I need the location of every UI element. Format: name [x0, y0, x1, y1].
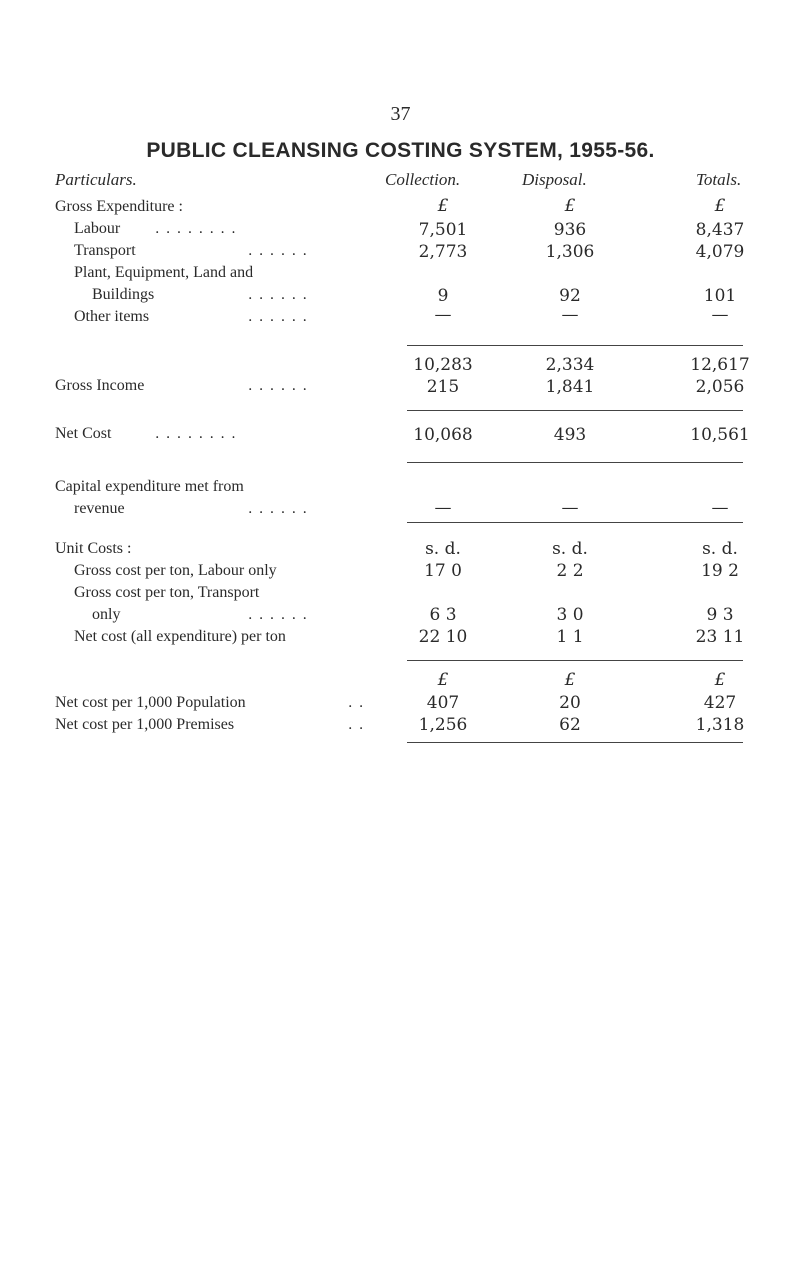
pop-totals: 427: [703, 693, 737, 713]
labour-totals: 8,437: [695, 220, 745, 240]
row-label-per-population: Net cost per 1,000 Population: [55, 694, 246, 711]
gct-disposal: 3 0: [556, 605, 584, 625]
gcl-totals: 19 2: [701, 561, 739, 581]
capital-rule: [407, 462, 743, 463]
subtotal-rule: [407, 345, 743, 346]
gross-income-disposal: 1,841: [545, 377, 595, 397]
row-label-labour: Labour: [74, 220, 121, 237]
net-cost-disposal: 493: [553, 425, 587, 445]
currency-collection: £: [437, 196, 449, 216]
row-label-net-cost-per-ton: Net cost (all expenditure) per ton: [74, 628, 286, 645]
gross-income-collection: 215: [426, 377, 460, 397]
net-cost-rule: [407, 410, 743, 411]
row-label-gross-cost-transport-line2: only: [92, 606, 121, 623]
other-totals: —: [711, 305, 729, 325]
plant-totals: 101: [703, 286, 737, 306]
subtotal-totals: 12,617: [690, 355, 750, 375]
capital-disposal: —: [561, 498, 579, 518]
sd-collection: s. d.: [425, 539, 461, 559]
row-label-per-premises: Net cost per 1,000 Premises: [55, 716, 235, 733]
row-label-plant-line1: Plant, Equipment, Land and: [74, 264, 254, 281]
ncpt-disposal: 1 1: [556, 627, 584, 647]
leader-dots: . . . . . .: [248, 607, 308, 623]
currency-disposal: £: [564, 196, 576, 216]
leader-dots: . . . . . .: [248, 378, 308, 394]
unit-costs-label: Unit Costs :: [55, 540, 132, 557]
subtotal-collection: 10,283: [413, 355, 473, 375]
currency-totals-2: £: [714, 670, 726, 690]
other-disposal: —: [561, 305, 579, 325]
per-thousand-rule: [407, 660, 743, 661]
gct-totals: 9 3: [706, 605, 734, 625]
pop-collection: 407: [426, 693, 460, 713]
transport-disposal: 1,306: [545, 242, 595, 262]
bottom-rule: [407, 742, 743, 743]
leader-dots: . . . . . .: [248, 309, 308, 325]
pop-disposal: 20: [559, 693, 581, 713]
net-cost-totals: 10,561: [690, 425, 750, 445]
page-number: 37: [390, 103, 411, 125]
row-label-gross-cost-transport-line1: Gross cost per ton, Transport: [74, 584, 260, 601]
row-label-capital-line2: revenue: [74, 500, 125, 517]
ncpt-totals: 23 11: [695, 627, 745, 647]
leader-dots: . . . . . .: [248, 243, 308, 259]
prem-totals: 1,318: [695, 715, 745, 735]
row-label-transport: Transport: [74, 242, 136, 259]
capital-collection: —: [434, 498, 452, 518]
plant-disposal: 92: [559, 286, 581, 306]
ncpt-collection: 22 10: [418, 627, 468, 647]
gross-expenditure-label: Gross Expenditure :: [55, 198, 183, 215]
leader-dots: . .: [348, 695, 365, 711]
header-collection: Collection.: [385, 170, 461, 189]
row-label-net-cost: Net Cost: [55, 425, 112, 442]
leader-dots: . . . . . . . .: [155, 426, 237, 442]
prem-disposal: 62: [559, 715, 581, 735]
header-particulars: Particulars.: [55, 170, 137, 189]
transport-totals: 4,079: [695, 242, 745, 262]
other-collection: —: [434, 305, 452, 325]
sd-totals: s. d.: [702, 539, 738, 559]
header-totals: Totals.: [696, 170, 742, 189]
leader-dots: . . . . . .: [248, 287, 308, 303]
row-label-gross-cost-labour: Gross cost per ton, Labour only: [74, 562, 277, 579]
labour-disposal: 936: [553, 220, 587, 240]
currency-totals: £: [714, 196, 726, 216]
subtotal-disposal: 2,334: [545, 355, 595, 375]
sd-disposal: s. d.: [552, 539, 588, 559]
header-disposal: Disposal.: [522, 170, 587, 189]
transport-collection: 2,773: [418, 242, 468, 262]
row-label-gross-income: Gross Income: [55, 377, 145, 394]
unit-costs-rule: [407, 522, 743, 523]
gcl-collection: 17 0: [424, 561, 462, 581]
capital-totals: —: [711, 498, 729, 518]
leader-dots: . . . . . . . .: [155, 221, 237, 237]
prem-collection: 1,256: [418, 715, 468, 735]
row-label-plant-line2: Buildings: [92, 286, 155, 303]
currency-collection-2: £: [437, 670, 449, 690]
gross-income-totals: 2,056: [695, 377, 745, 397]
currency-disposal-2: £: [564, 670, 576, 690]
leader-dots: . . . . . .: [248, 501, 308, 517]
gcl-disposal: 2 2: [556, 561, 584, 581]
gct-collection: 6 3: [429, 605, 457, 625]
labour-collection: 7,501: [418, 220, 468, 240]
row-label-capital-line1: Capital expenditure met from: [55, 478, 244, 495]
leader-dots: . .: [348, 717, 365, 733]
page-title: PUBLIC CLEANSING COSTING SYSTEM, 1955-56.: [146, 139, 655, 162]
row-label-other-items: Other items: [74, 308, 150, 325]
plant-collection: 9: [437, 286, 449, 306]
net-cost-collection: 10,068: [413, 425, 473, 445]
